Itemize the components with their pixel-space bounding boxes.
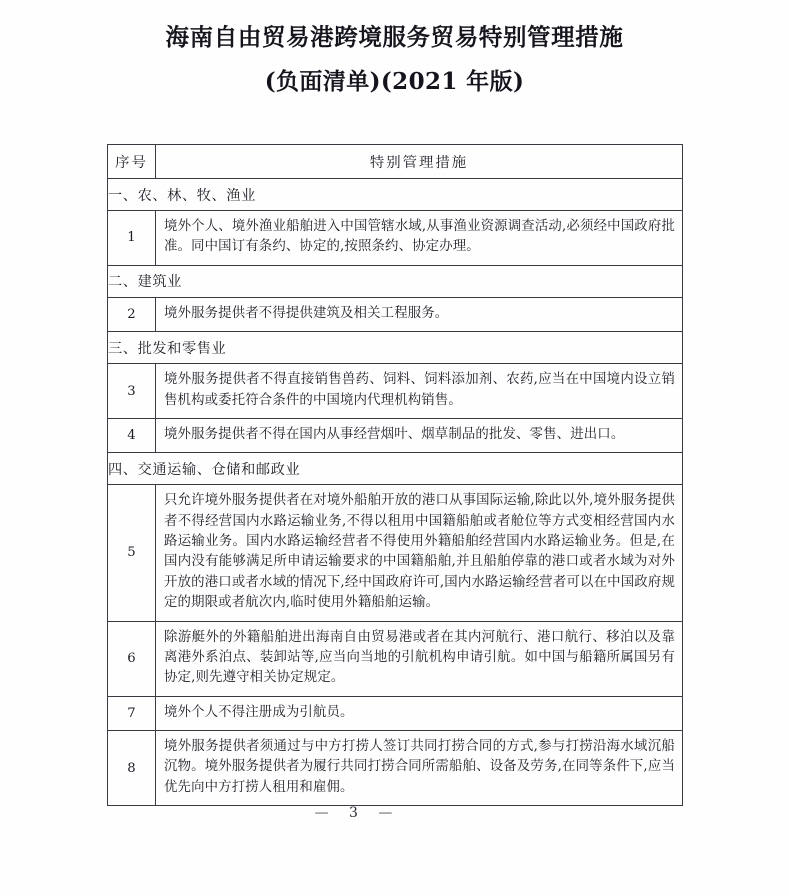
footer-dash-left: — — [314, 805, 331, 821]
row-measure-text: 境外个人、境外渔业船舶进入中国管辖水域,从事渔业资源调查活动,必须经中国政府批准。同中国订有条约、协定的,按照条约、协定办理。 — [156, 211, 683, 266]
page-number: 3 — [349, 805, 360, 821]
row-number: 6 — [108, 621, 156, 696]
row-measure-text: 除游艇外的外籍船舶进出海南自由贸易港或者在其内河航行、港口航行、移泊以及靠离港外系泊点、装卸站等,应当向当地的引航机构申请引航。如中国与船籍所属国另有协定,则先遵守相关协定规定。 — [156, 621, 683, 696]
row-measure-text: 境外服务提供者不得在国内从事经营烟叶、烟草制品的批发、零售、进出口。 — [156, 418, 683, 452]
column-header-measure: 特别管理措施 — [156, 145, 683, 179]
section-header-label: 三、批发和零售业 — [108, 332, 683, 364]
measures-table — [107, 144, 683, 806]
page-footer — [0, 805, 789, 821]
section-header-label: 二、建筑业 — [108, 265, 683, 297]
title-secondary: (负面清单)(2021 年版) — [264, 67, 525, 95]
row-measure-text: 只允许境外服务提供者在对境外船舶开放的港口从事国际运输,除此以外,境外服务提供者不得经营国内水路运输业务,不得以租用中国籍船舶或者舱位等方式变相经营国内水路运输业务。国内水路运输经营者不得使用外籍船舶经营国内水路运输业务。但是,在国内没有能够满足所申请运输要求的中国籍船舶,并且船舶停靠的港口或者水域为对外开放的港口或者水域的情况下,经中国政府许可,国内水路运输经营者可以在中国政府规定的期限或者航次内,临时使用外籍船舶运输。 — [156, 485, 683, 621]
row-number: 1 — [108, 211, 156, 266]
table-row — [108, 696, 683, 730]
row-measure-text: 境外服务提供者不得直接销售兽药、饲料、饲料添加剂、农药,应当在中国境内设立销售机构或委托符合条件的中国境内代理机构销售。 — [156, 364, 683, 419]
table-row — [108, 297, 683, 331]
row-measure-text: 境外服务提供者不得提供建筑及相关工程服务。 — [156, 297, 683, 331]
page-title — [0, 22, 789, 97]
row-number: 5 — [108, 485, 156, 621]
row-number: 4 — [108, 418, 156, 452]
section-header-row — [108, 265, 683, 297]
title-primary: 海南自由贸易港跨境服务贸易特别管理措施 — [165, 23, 624, 51]
row-measure-text: 境外个人不得注册成为引航员。 — [156, 696, 683, 730]
table-header-row — [108, 145, 683, 179]
section-header-row — [108, 453, 683, 485]
footer-dash-right: — — [378, 805, 395, 821]
section-header-label: 一、农、林、牧、渔业 — [108, 179, 683, 211]
measures-table-body — [108, 145, 683, 806]
section-header-row — [108, 332, 683, 364]
row-number: 2 — [108, 297, 156, 331]
row-number: 7 — [108, 696, 156, 730]
table-row — [108, 731, 683, 806]
table-row — [108, 364, 683, 419]
section-header-label: 四、交通运输、仓储和邮政业 — [108, 453, 683, 485]
row-number: 8 — [108, 731, 156, 806]
table-row — [108, 418, 683, 452]
measures-table-container — [107, 144, 683, 806]
section-header-row — [108, 179, 683, 211]
table-row — [108, 621, 683, 696]
column-header-no: 序号 — [108, 145, 156, 179]
row-number: 3 — [108, 364, 156, 419]
row-measure-text: 境外服务提供者须通过与中方打捞人签订共同打捞合同的方式,参与打捞沿海水域沉船沉物。境外服务提供者为履行共同打捞合同所需船舶、设备及劳务,在同等条件下,应当优先向中方打捞人租用和雇佣。 — [156, 731, 683, 806]
table-row — [108, 485, 683, 621]
table-row — [108, 211, 683, 266]
